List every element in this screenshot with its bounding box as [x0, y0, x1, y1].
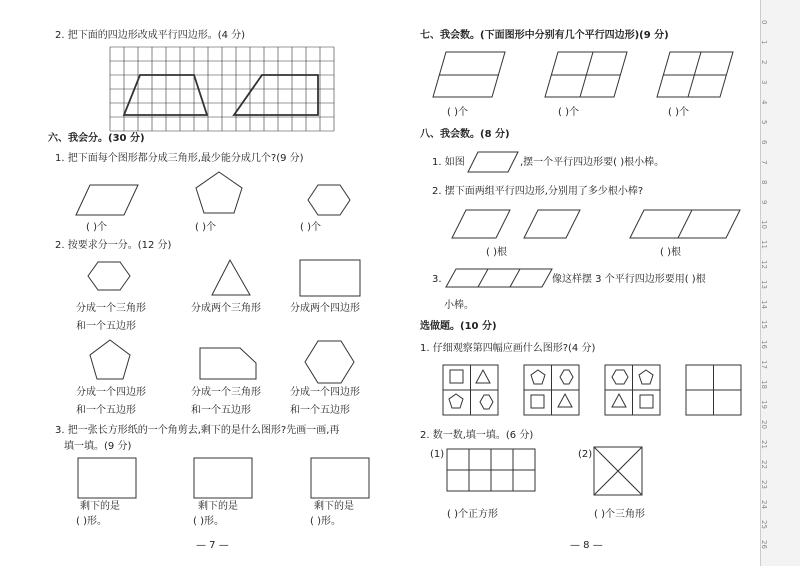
hexagon-shape-3	[305, 341, 354, 383]
stick-group-1b	[524, 210, 580, 238]
hexagon-shape-2	[88, 262, 130, 290]
s8-q3-pre: 3.	[432, 274, 442, 285]
s7-blank-2[interactable]: ( )个	[558, 107, 579, 118]
s6-q2-title: 2. 按要求分一分。(12 分)	[55, 240, 172, 251]
s6-q1-title: 1. 把下面每个图形都分成三角形,最少能分成几个?(9 分)	[55, 153, 304, 164]
remaining-label-3: 剩下的是	[314, 501, 354, 512]
split-label-1: 分成一个三角形	[76, 303, 146, 314]
split-label-4b: 和一个五边形	[76, 405, 136, 416]
pentagon-shape-2	[90, 340, 130, 379]
s6-q3-title-2: 填一填。(9 分)	[64, 441, 132, 452]
hexagon-shape	[308, 185, 350, 215]
s6-q1-blank-3[interactable]: ( )个	[300, 222, 321, 233]
c2-label-2: (2)	[578, 449, 593, 460]
split-label-5: 分成一个三角形	[191, 387, 261, 398]
c2-blank-2[interactable]: ( )个三角形	[594, 509, 645, 520]
ruler-mark: 15	[760, 320, 768, 329]
ruler-mark: 11	[760, 240, 768, 249]
remaining-label-1: 剩下的是	[80, 501, 120, 512]
q2-title: 2. 把下面的四边形改成平行四边形。(4 分)	[55, 30, 246, 41]
stick-group-1a	[452, 210, 510, 238]
right-trapezoid-shape	[200, 348, 256, 379]
ruler-mark: 12	[760, 260, 768, 269]
remaining-label-2: 剩下的是	[198, 501, 238, 512]
split-label-6: 分成一个四边形	[290, 387, 360, 398]
ruler-mark: 7	[760, 160, 768, 165]
ruler-mark: 16	[760, 340, 768, 349]
remaining-blank-3[interactable]: ( )形。	[310, 516, 341, 527]
parallelogram-shape	[76, 185, 138, 215]
ruler-mark: 19	[760, 400, 768, 409]
ruler-mark: 10	[760, 220, 768, 229]
section7-title: 七、我会数。(下面图形中分别有几个平行四边形)(9 分)	[420, 30, 669, 41]
grid-paper	[110, 47, 334, 131]
ruler-mark: 5	[760, 120, 768, 125]
ruler-mark: 2	[760, 60, 768, 65]
rectangle-shape	[300, 260, 360, 296]
ruler-mark: 13	[760, 280, 768, 289]
s7-blank-3[interactable]: ( )个	[668, 107, 689, 118]
s8-q2-blank-1[interactable]: ( )根	[486, 247, 507, 258]
quad-figure	[234, 75, 318, 115]
ruler-mark: 26	[760, 540, 768, 549]
section8-title: 八、我会数。(8 分)	[420, 129, 510, 140]
split-label-2: 分成两个三角形	[191, 303, 261, 314]
paper-rect-1	[78, 458, 136, 498]
ruler-mark: 0	[760, 20, 768, 25]
section6-title: 六、我会分。(30 分)	[48, 133, 145, 144]
pentagon-shape	[196, 172, 242, 213]
choice-title: 选做题。(10 分)	[420, 321, 497, 332]
ruler-mark: 25	[760, 520, 768, 529]
ruler-mark: 8	[760, 180, 768, 185]
ruler-mark: 6	[760, 140, 768, 145]
stick-para-example	[468, 152, 518, 172]
ruler-mark: 3	[760, 80, 768, 85]
s6-q1-blank-1[interactable]: ( )个	[86, 222, 107, 233]
s8-q1-pre: 1. 如图	[432, 157, 465, 168]
s7-blank-1[interactable]: ( )个	[447, 107, 468, 118]
c2-blank-1[interactable]: ( )个正方形	[447, 509, 498, 520]
ruler-mark: 22	[760, 460, 768, 469]
paper-rect-3	[311, 458, 369, 498]
ruler-mark: 20	[760, 420, 768, 429]
s8-q1-post[interactable]: ,摆一个平行四边形要( )根小棒。	[520, 157, 665, 168]
ruler-mark: 18	[760, 380, 768, 389]
trapezoid-figure	[124, 75, 207, 115]
split-label-5b: 和一个五边形	[191, 405, 251, 416]
page-number-8: — 8 —	[570, 540, 603, 551]
remaining-blank-1[interactable]: ( )形。	[76, 516, 107, 527]
ruler-mark: 9	[760, 200, 768, 205]
ruler-mark: 4	[760, 100, 768, 105]
stick-row-three	[446, 269, 552, 287]
s8-q3-post[interactable]: 像这样摆 3 个平行四边形要用( )根	[552, 274, 706, 285]
s8-q3-line2: 小棒。	[444, 300, 474, 311]
s8-q2-title: 2. 摆下面两组平行四边形,分别用了多少根小棒?	[432, 186, 644, 197]
ruler-mark: 1	[760, 40, 768, 45]
ruler-mark: 14	[760, 300, 768, 309]
s8-q2-blank-2[interactable]: ( )根	[660, 247, 681, 258]
s6-q3-title: 3. 把一张长方形纸的一个角剪去,剩下的是什么图形?先画一画,再	[55, 425, 340, 436]
split-label-6b: 和一个五边形	[290, 405, 350, 416]
split-label-4: 分成一个四边形	[76, 387, 146, 398]
split-label-1b: 和一个五边形	[76, 321, 136, 332]
ruler-mark: 24	[760, 500, 768, 509]
ruler-mark: 21	[760, 440, 768, 449]
page-number-7: — 7 —	[196, 540, 229, 551]
paper-rect-2	[194, 458, 252, 498]
choice-q1-title: 1. 仔细观察第四幅应画什么图形?(4 分)	[420, 343, 596, 354]
ruler-mark: 17	[760, 360, 768, 369]
remaining-blank-2[interactable]: ( )形。	[193, 516, 224, 527]
split-label-3: 分成两个四边形	[290, 303, 360, 314]
ruler-mark: 23	[760, 480, 768, 489]
c2-label-1: (1)	[430, 449, 445, 460]
choice-q2-title: 2. 数一数,填一填。(6 分)	[420, 430, 534, 441]
triangle-shape	[212, 260, 250, 295]
s6-q1-blank-2[interactable]: ( )个	[195, 222, 216, 233]
